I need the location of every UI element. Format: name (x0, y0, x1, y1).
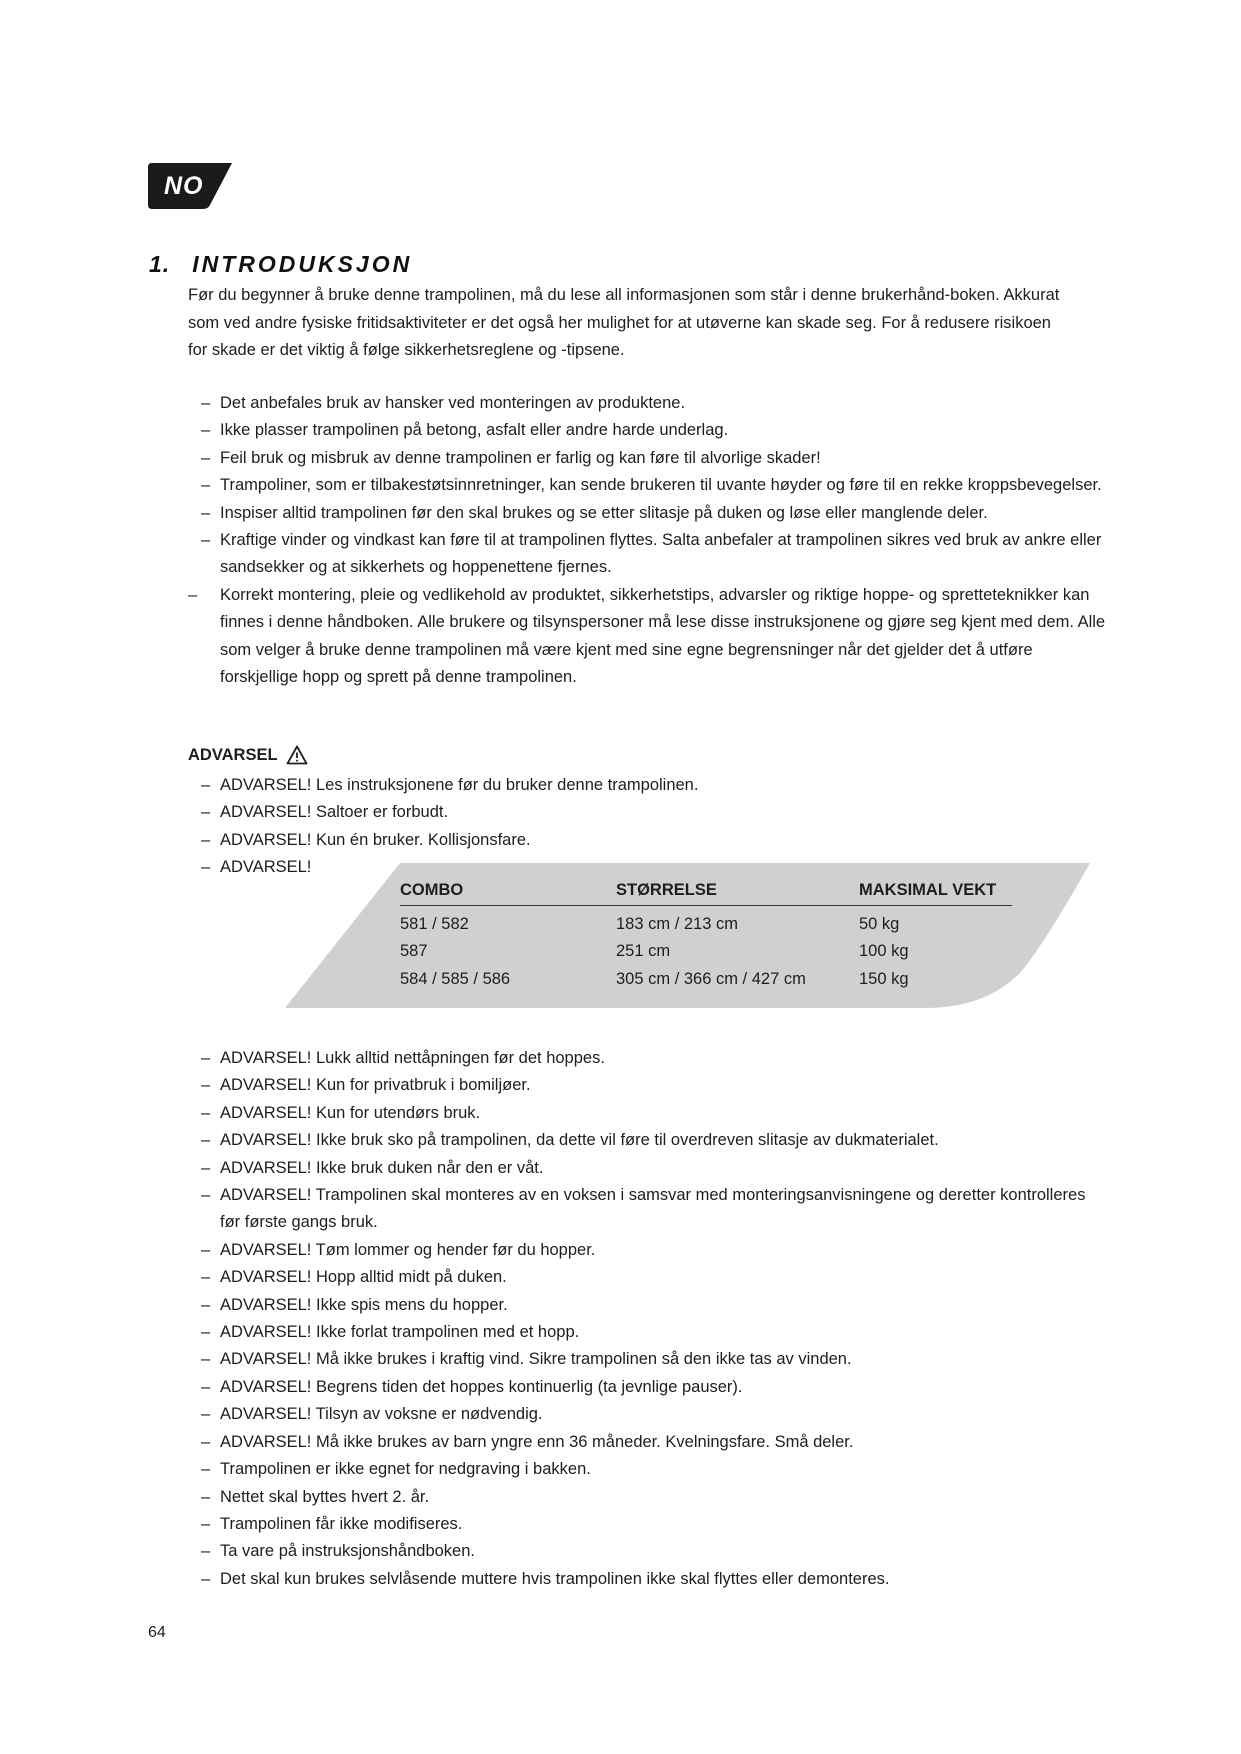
warning-heading (188, 745, 308, 765)
warning-item (188, 1182, 1108, 1237)
warning-item (188, 827, 1108, 854)
warning-item (188, 1374, 1108, 1401)
list-item (188, 582, 1108, 692)
list-item (188, 390, 1108, 417)
warning-item-text: ADVARSEL! (220, 858, 312, 877)
page-number: 64 (148, 1624, 166, 1641)
warning-item-text: ADVARSEL! Må ikke brukes av barn yngre enn 36 måneder. Kvelningsfare. Små deler. (220, 1432, 854, 1451)
intro-line: Før du begynner å bruke denne trampolinen, må du lese all informasjonen som står i denne brukerhånd-boken. Akkurat (188, 286, 1060, 304)
warning-item (188, 1264, 1108, 1291)
list-item (188, 472, 1108, 499)
warning-item-text: ADVARSEL! Tilsyn av voksne er nødvendig. (220, 1405, 543, 1424)
warning-item (188, 799, 1108, 826)
dash-bullet: – (201, 1295, 211, 1314)
safety-list (188, 390, 1108, 691)
list-item-text: Inspiser alltid trampolinen før den skal brukes og se etter slitasje på duken og løse eller manglende deler. (220, 503, 988, 522)
warning-item-text: ADVARSEL! Les instruksjonene før du bruker denne trampolinen. (220, 776, 699, 794)
warning-item-text: ADVARSEL! Tøm lommer og hender før du hopper. (220, 1240, 596, 1259)
list-item (188, 417, 1108, 444)
dash-bullet: – (201, 1405, 211, 1424)
dash-bullet: – (201, 1268, 211, 1287)
warning-item (188, 1484, 1108, 1511)
dash-bullet: – (201, 1049, 211, 1067)
list-item (188, 500, 1108, 527)
dash-bullet: – (201, 1131, 211, 1150)
warning-list-bottom (188, 1045, 1108, 1593)
column-header: STØRRELSE (616, 878, 859, 906)
dash-bullet: – (201, 1487, 211, 1506)
warning-item (188, 1511, 1108, 1538)
warning-item (188, 1127, 1108, 1154)
table-header-row (400, 878, 1012, 906)
warning-item-text: ADVARSEL! Hopp alltid midt på duken. (220, 1268, 507, 1287)
warning-item (188, 1045, 1108, 1072)
dash-bullet: – (201, 1432, 211, 1451)
column-header: MAKSIMAL VEKT (859, 878, 1012, 906)
section-title: INTRODUKSJON (192, 251, 413, 277)
dash-bullet: – (201, 531, 211, 550)
weight-table (400, 878, 1012, 989)
dash-bullet: – (201, 394, 211, 412)
section-heading (149, 251, 412, 278)
dash-bullet: – (201, 503, 211, 522)
dash-bullet: – (201, 858, 211, 877)
warning-item (188, 1100, 1108, 1127)
dash-bullet: – (201, 421, 211, 440)
warning-item-text: ADVARSEL! Ikke bruk sko på trampolinen, da dette vil føre til overdreven slitasje av dukmaterialet. (220, 1131, 939, 1150)
dash-bullet: – (201, 1076, 211, 1095)
dash-bullet: – (188, 585, 198, 604)
warning-item-text: Trampolinen er ikke egnet for nedgraving i bakken. (220, 1460, 591, 1479)
warning-item (188, 1429, 1108, 1456)
intro-paragraph (188, 282, 1108, 365)
warning-item-text: ADVARSEL! Kun for privatbruk i bomiljøer. (220, 1076, 531, 1095)
warning-item (188, 772, 1108, 799)
dash-bullet: – (201, 1514, 211, 1533)
warning-item-text: ADVARSEL! Ikke spis mens du hopper. (220, 1295, 508, 1314)
warning-item-text: ADVARSEL! Saltoer er forbudt. (220, 803, 449, 822)
list-item-text: Trampoliner, som er tilbakestøtsinnretninger, kan sende brukeren til uvante høyder og føre til en rekke kroppsbevegelser. (220, 476, 1102, 495)
table-cell: 251 cm (616, 942, 671, 960)
warning-item (188, 1346, 1108, 1373)
warning-item-text: ADVARSEL! Ikke bruk duken når den er våt. (220, 1158, 544, 1177)
table-cell: 50 kg (859, 914, 900, 933)
list-item (188, 527, 1108, 582)
warning-item (188, 1072, 1108, 1099)
dash-bullet: – (201, 1158, 211, 1177)
warning-item (188, 1538, 1108, 1565)
dash-bullet: – (201, 1323, 211, 1342)
dash-bullet: – (201, 476, 211, 495)
table-cell: 100 kg (859, 942, 909, 960)
dash-bullet: – (201, 1569, 211, 1588)
warning-item-text: Nettet skal byttes hvert 2. år. (220, 1487, 430, 1506)
warning-item-text: Trampolinen får ikke modifiseres. (220, 1514, 463, 1533)
table-cell: 150 kg (859, 969, 909, 988)
dash-bullet: – (201, 1103, 211, 1122)
warning-heading-text: ADVARSEL (188, 745, 278, 764)
dash-bullet: – (201, 776, 211, 794)
table-row (400, 934, 1012, 962)
warning-item-text: ADVARSEL! Trampolinen skal monteres av en voksen i samsvar med monteringsanvisningene og deretter kontrolleres før første gangs bruk. (220, 1186, 1086, 1232)
dash-bullet: – (201, 1186, 211, 1205)
list-item-text: Feil bruk og misbruk av denne trampolinen er farlig og kan føre til alvorlige skader! (220, 448, 821, 467)
warning-item-text: ADVARSEL! Lukk alltid nettåpningen før det hoppes. (220, 1049, 605, 1067)
dash-bullet: – (201, 1460, 211, 1479)
warning-item-text: ADVARSEL! Kun én bruker. Kollisjonsfare. (220, 830, 531, 849)
warning-item-text: ADVARSEL! Må ikke brukes i kraftig vind. Sikre trampolinen så den ikke tas av vinden. (220, 1350, 852, 1369)
dash-bullet: – (201, 830, 211, 849)
list-item-text: Det anbefales bruk av hansker ved monteringen av produktene. (220, 394, 686, 412)
table-cell: 584 / 585 / 586 (400, 969, 511, 988)
warning-triangle-icon (286, 745, 308, 765)
warning-item-text: Ta vare på instruksjonshåndboken. (220, 1542, 475, 1561)
dash-bullet: – (201, 1377, 211, 1396)
warning-item (188, 1319, 1108, 1346)
list-item-text: Kraftige vinder og vindkast kan føre til at trampolinen flyttes. Salta anbefaler at trampolinen sikres ved bruk av ankre eller sandsekker og at sikkerhets og hoppenettene fjernes. (220, 531, 1102, 577)
warning-item (188, 1566, 1108, 1593)
table-cell: 581 / 582 (400, 914, 469, 933)
table-row (400, 961, 1012, 989)
table-row (400, 906, 1012, 934)
language-badge (148, 163, 232, 209)
table-cell: 183 cm / 213 cm (616, 914, 738, 933)
warning-item-text: Det skal kun brukes selvlåsende muttere hvis trampolinen ikke skal flyttes eller demonteres. (220, 1569, 890, 1588)
dash-bullet: – (201, 803, 211, 822)
dash-bullet: – (201, 1350, 211, 1369)
dash-bullet: – (201, 1240, 211, 1259)
list-item-text: Korrekt montering, pleie og vedlikehold av produktet, sikkerhetstips, advarsler og riktige hoppe- og spretteteknikker kan finnes i denne håndboken. Alle brukere og tilsynspersoner må lese disse instruksjonene og gjøre seg kjent med dem. Alle som velger å bruke denne trampolinen må være kjent med sine egne begrensninger når det gjelder det å utføre forskjellige hopp og sprett på denne trampolinen. (220, 585, 1106, 687)
language-code: NO (164, 172, 204, 200)
warning-item-text: ADVARSEL! Begrens tiden det hoppes kontinuerlig (ta jevnlige pauser). (220, 1377, 743, 1396)
section-number: 1. (149, 251, 171, 277)
list-item (188, 445, 1108, 472)
column-header: COMBO (400, 878, 616, 906)
warning-item-text: ADVARSEL! Kun for utendørs bruk. (220, 1103, 481, 1122)
dash-bullet: – (201, 1542, 211, 1561)
intro-line: som ved andre fysiske fritidsaktiviteter er det også her mulighet for at utøverne kan skade seg. For å redusere risikoen (188, 313, 1051, 332)
intro-line: for skade er det viktig å følge sikkerhetsreglene og -tipsene. (188, 341, 625, 359)
warning-item-text: ADVARSEL! Ikke forlat trampolinen med et hopp. (220, 1323, 580, 1342)
list-item-text: Ikke plasser trampolinen på betong, asfalt eller andre harde underlag. (220, 421, 729, 440)
table-cell: 305 cm / 366 cm / 427 cm (616, 969, 806, 988)
warning-item (188, 1401, 1108, 1428)
warning-item (188, 1456, 1108, 1483)
table-cell: 587 (400, 942, 428, 960)
dash-bullet: – (201, 448, 211, 467)
warning-item (188, 1292, 1108, 1319)
warning-item (188, 1237, 1108, 1264)
warning-item (188, 1155, 1108, 1182)
